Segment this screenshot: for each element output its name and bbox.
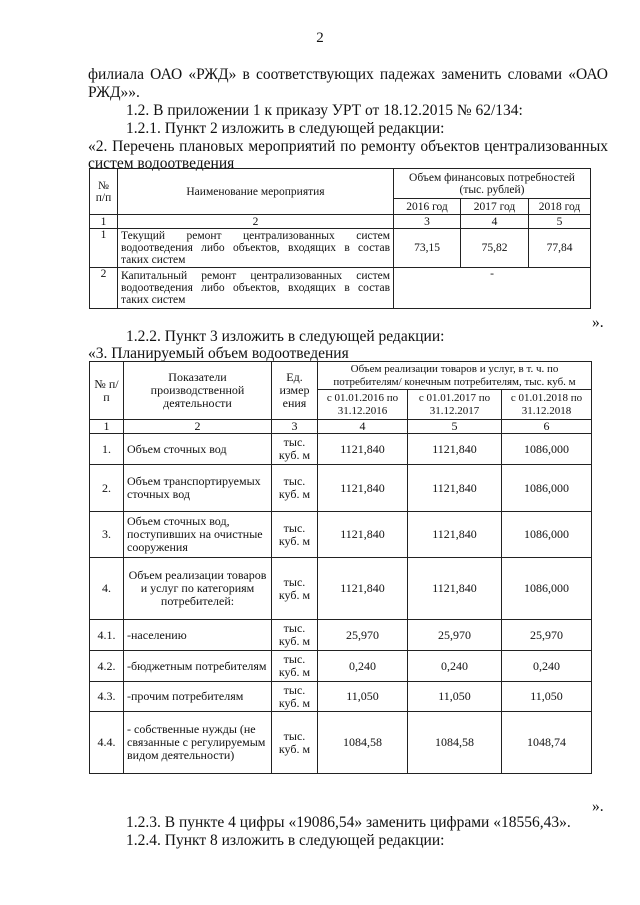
paragraph-text: филиала ОАО «РЖД» в соответствующих падежах заменить словами «ОАО [88,66,608,83]
row-name: Объем транспортируемых сточных вод [124,465,272,512]
index-cell: 6 [502,420,592,434]
value-cell: 0,240 [408,651,502,682]
value-cell: 73,15 [394,229,461,268]
row-unit: тыс. куб. м [272,651,318,682]
index-cell: 3 [394,215,461,229]
value-cell: 1086,000 [502,558,592,620]
row-name: Текущий ремонт централизованных систем водоотведения либо объектов, входящих в состав таких систем [118,229,394,268]
row-num: 3. [90,512,124,558]
header-volume: Объем финансовых потребностей (тыс. рублей) [394,169,591,199]
header-year: 2016 год [394,199,461,215]
header-name: Наименование мероприятия [118,169,394,215]
header-num: № п/п [90,169,118,215]
value-cell: 0,240 [318,651,408,682]
paragraph-line [88,66,608,84]
row-unit: тыс. куб. м [272,620,318,651]
row-unit: тыс. куб. м [272,558,318,620]
item-1-2: 1.2. В приложении 1 к приказу УРТ от 18.12.2015 № 62/134: [126,102,523,119]
table-row [90,229,591,268]
index-cell: 5 [529,215,591,229]
row-num: 1 [90,229,118,268]
merged-value-cell: - [394,268,591,309]
row-unit: тыс. куб. м [272,512,318,558]
value-cell: 11,050 [408,682,502,712]
section3-title: «3. Планируемый объем водоотведения [88,345,349,362]
value-cell: 25,970 [318,620,408,651]
paragraph-line: РЖД»». [88,84,140,101]
value-cell: 1048,74 [502,712,592,774]
header-period: с 01.01.2016 по 31.12.2016 [318,390,408,420]
section2-title-line: «2. Перечень плановых мероприятий по ремонту объектов централизованных [88,138,608,155]
page-number: 2 [316,30,324,46]
plan-measures-table [89,168,591,309]
value-cell: 1121,840 [318,558,408,620]
table-row [90,512,592,558]
row-unit: тыс. куб. м [272,465,318,512]
value-cell: 11,050 [318,682,408,712]
index-cell: 5 [408,420,502,434]
row-name: Объем реализации товаров и услуг по категориям потребителей: [124,558,272,620]
value-cell: 77,84 [529,229,591,268]
row-num: 4.1. [90,620,124,651]
value-cell: 11,050 [502,682,592,712]
value-cell: 1084,58 [318,712,408,774]
value-cell: 1121,840 [408,434,502,465]
table-row [90,651,592,682]
table-row [90,268,591,309]
header-year: 2017 год [461,199,529,215]
row-num: 2 [90,268,118,309]
row-num: 4.4. [90,712,124,774]
value-cell: 1086,000 [502,512,592,558]
table-row [90,434,592,465]
row-unit: тыс. куб. м [272,712,318,774]
row-name: -населению [124,620,272,651]
item-1-2-1: 1.2.1. Пункт 2 изложить в следующей редакции: [126,120,445,137]
header-unit: Ед. измер ения [272,362,318,420]
value-cell: 75,82 [461,229,529,268]
value-cell: 1121,840 [408,558,502,620]
index-cell: 1 [90,420,124,434]
table-row [90,620,592,651]
row-name: Капитальный ремонт централизованных систем водоотведения либо объектов, входящих в состав таких систем [118,268,394,309]
closing-quote: ». [592,798,604,815]
header-indicator: Показатели производственной деятельности [124,362,272,420]
header-period: с 01.01.2017 по 31.12.2017 [408,390,502,420]
row-unit: тыс. куб. м [272,682,318,712]
value-cell: 1121,840 [318,434,408,465]
index-cell: 2 [124,420,272,434]
row-num: 1. [90,434,124,465]
index-cell: 4 [318,420,408,434]
section2-title-line: систем водоотведения [88,155,235,172]
row-name: - собственные нужды (не связанные с регулируемым видом деятельности) [124,712,272,774]
value-cell: 0,240 [502,651,592,682]
table-row [90,465,592,512]
header-num: № п/п [90,362,124,420]
row-unit: тыс. куб. м [272,434,318,465]
item-1-2-2: 1.2.2. Пункт 3 изложить в следующей редакции: [126,328,445,345]
row-num: 4. [90,558,124,620]
value-cell: 1086,000 [502,465,592,512]
table-row [90,558,592,620]
value-cell: 1121,840 [408,465,502,512]
table-row [90,712,592,774]
value-cell: 1121,840 [408,512,502,558]
wastewater-volume-table [89,361,592,774]
header-period: с 01.01.2018 по 31.12.2018 [502,390,592,420]
section2-title [88,138,608,156]
row-num: 4.3. [90,682,124,712]
value-cell: 1121,840 [318,512,408,558]
header-volume: Объем реализации товаров и услуг, в т. ч. по потребителям/ конечным потребителям, тыс. куб. м [318,362,592,390]
value-cell: 1086,000 [502,434,592,465]
value-cell: 25,970 [408,620,502,651]
index-cell: 2 [118,215,394,229]
index-cell: 1 [90,215,118,229]
row-num: 4.2. [90,651,124,682]
header-year: 2018 год [529,199,591,215]
index-cell: 3 [272,420,318,434]
value-cell: 1084,58 [408,712,502,774]
row-name: -прочим потребителям [124,682,272,712]
row-name: -бюджетным потребителям [124,651,272,682]
value-cell: 25,970 [502,620,592,651]
row-name: Объем сточных вод, поступивших на очистные сооружения [124,512,272,558]
closing-quote: ». [592,314,604,331]
index-cell: 4 [461,215,529,229]
row-name: Объем сточных вод [124,434,272,465]
item-1-2-3: 1.2.3. В пункте 4 цифры «19086,54» заменить цифрами «18556,43». [126,814,571,831]
row-num: 2. [90,465,124,512]
table-row [90,682,592,712]
value-cell: 1121,840 [318,465,408,512]
item-1-2-4: 1.2.4. Пункт 8 изложить в следующей редакции: [126,832,445,849]
